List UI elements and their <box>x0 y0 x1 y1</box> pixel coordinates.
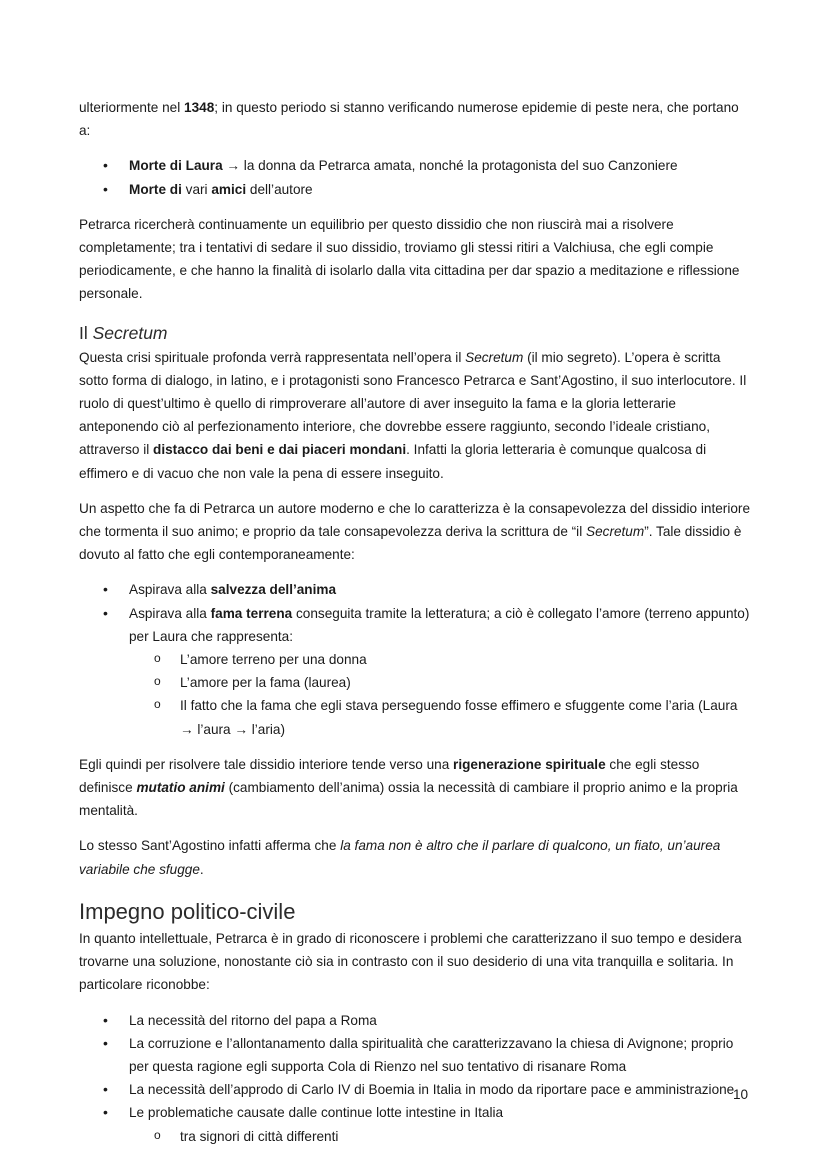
list-item: • Le problematiche causate dalle continue lotte intestine in Italia <box>79 1101 751 1124</box>
deaths-list <box>79 154 751 200</box>
lotte-sublist <box>79 1125 751 1148</box>
text: Egli quindi per risolvere tale dissidio interiore tende verso una <box>79 756 454 772</box>
item-text: Aspirava alla <box>129 605 211 621</box>
bold-text: fama terrena <box>210 605 293 621</box>
bold-italic-text: mutatio animi <box>136 780 225 796</box>
bold-text: rigenerazione spirituale <box>453 756 606 772</box>
item-text: → la donna da Petrarca amata, nonché la protagonista del suo Canzoniere <box>222 158 678 174</box>
text: Lo stesso Sant’Agostino infatti afferma che <box>79 838 341 854</box>
bold-text: salvezza dell’anima <box>210 582 337 598</box>
laura-sublist <box>79 648 751 741</box>
bold-text: Morte di Laura <box>129 158 223 174</box>
impegno-paragraph: In quanto intellettuale, Petrarca è in grado di riconoscere i problemi che caratterizzano il suo tempo e desidera trovarne una soluzione, nonostante ciò sia in contrasto con il suo desiderio di una vita tranquilla e solitaria. In particolare riconobbe: <box>79 930 742 993</box>
text: che egli stesso definisce <box>79 756 700 796</box>
text: Un aspetto che fa di Petrarca un autore moderno e che lo caratterizza è la consapevolezza del dissidio interiore che tormenta il suo animo; e proprio da tale consapevolezza deriva la scrittura de “il <box>79 500 751 540</box>
aspirations-list <box>79 578 751 740</box>
text: . Infatti la gloria letteraria è comunque qualcosa di effimero e di vacuo che non vale la pena di essere inseguito. <box>79 442 707 481</box>
sublist-container <box>79 648 751 741</box>
intro-text: ulteriormente nel <box>79 100 185 115</box>
item-text: Aspirava alla <box>129 582 211 598</box>
equilibrio-paragraph: Petrarca ricercherà continuamente un equilibrio per questo dissidio che non riuscirà mai a risolvere completamente; tra i tentativi di sedare il suo dissidio, troviamo gli stessi ritiri a Valchiusa, che egli compie periodicamente, e che hanno la finalità di isolarlo dalla vita cittadina per dar spazio a meditazione e riflessione personale. <box>79 216 740 302</box>
problems-list <box>79 1009 751 1148</box>
text: ”. Tale dissidio è dovuto al fatto che egli contemporaneamente: <box>79 524 742 563</box>
italic-text: Secretum <box>586 524 645 540</box>
text: Questa crisi spirituale profonda verrà rappresentata nell’opera il <box>79 349 466 365</box>
intro-year: 1348 <box>184 100 215 115</box>
sublist-item: o L’amore per la fama (laurea) <box>79 671 751 694</box>
page-number: 10 <box>733 1087 749 1102</box>
bold-text: amici <box>211 181 247 197</box>
secretum-paragraph-1 <box>79 346 751 485</box>
italic-text: Secretum <box>465 349 524 365</box>
list-item <box>79 178 751 201</box>
heading-text: Il <box>79 322 93 343</box>
secretum-paragraph-2 <box>79 497 751 567</box>
item-text: dell’autore <box>246 181 313 197</box>
intro-paragraph <box>79 96 751 142</box>
sublist-item: o Il fatto che la fama che egli stava perseguendo fosse effimero e sfuggente come l’aria (Laura → l’aura → l’aria) <box>79 694 751 740</box>
secretum-paragraph-4 <box>79 834 751 880</box>
intro-text-end: ; in questo periodo si stanno verificando numerose epidemie di peste nera, che portano a: <box>79 100 739 139</box>
text: (cambiamento dell’anima) ossia la necessità di cambiare il proprio animo e la propria mentalità. <box>79 780 738 819</box>
sublist-container <box>79 1125 751 1148</box>
list-item: • La corruzione e l’allontanamento dalla spiritualità che caratterizzavano la chiesa di Avignone; proprio per questa ragione egli supporta Cola di Rienzo nel suo tentativo di risanare Roma <box>79 1032 751 1078</box>
item-text: conseguita tramite la letteratura; a ciò è collegato l’amore (terreno appunto) per Laura che rappresenta: <box>129 605 750 644</box>
bold-text: distacco dai beni e dai piaceri mondani <box>153 442 407 458</box>
text: (il mio segreto). L’opera è scritta sotto forma di dialogo, in latino, e i protagonisti sono Francesco Petrarca e Sant’Agostino, il suo interlocutore. Il ruolo di quest’ultimo è quello di rimproverare all’autore di aver inseguito la fama e la gloria letterarie anteponendo ciò al perfezionamento interiore, che dovrebbe essere raggiunto, secondo l’ideale cristiano, attraverso il <box>79 349 747 458</box>
list-item <box>79 578 751 601</box>
list-item <box>79 602 751 648</box>
list-item: • La necessità dell’approdo di Carlo IV di Boemia in Italia in modo da riportare pace e amministrazione <box>79 1078 751 1101</box>
secretum-heading <box>79 322 751 344</box>
impegno-heading: Impegno politico-civile <box>79 898 296 924</box>
heading-italic: Secretum <box>92 322 168 343</box>
text: . <box>199 861 204 877</box>
bold-text: Morte di <box>129 181 182 197</box>
item-text: vari <box>181 181 212 197</box>
secretum-paragraph-3 <box>79 753 751 823</box>
list-item <box>79 154 751 177</box>
sublist-item: o L’amore terreno per una donna <box>79 648 751 671</box>
list-item: • La necessità del ritorno del papa a Roma <box>79 1009 751 1032</box>
document-page <box>79 96 751 1160</box>
italic-text: la fama non è altro che il parlare di qualcono, un fiato, un’aurea variabile che sfugge <box>79 838 721 877</box>
sublist-item: o tra signori di città differenti <box>79 1125 751 1148</box>
